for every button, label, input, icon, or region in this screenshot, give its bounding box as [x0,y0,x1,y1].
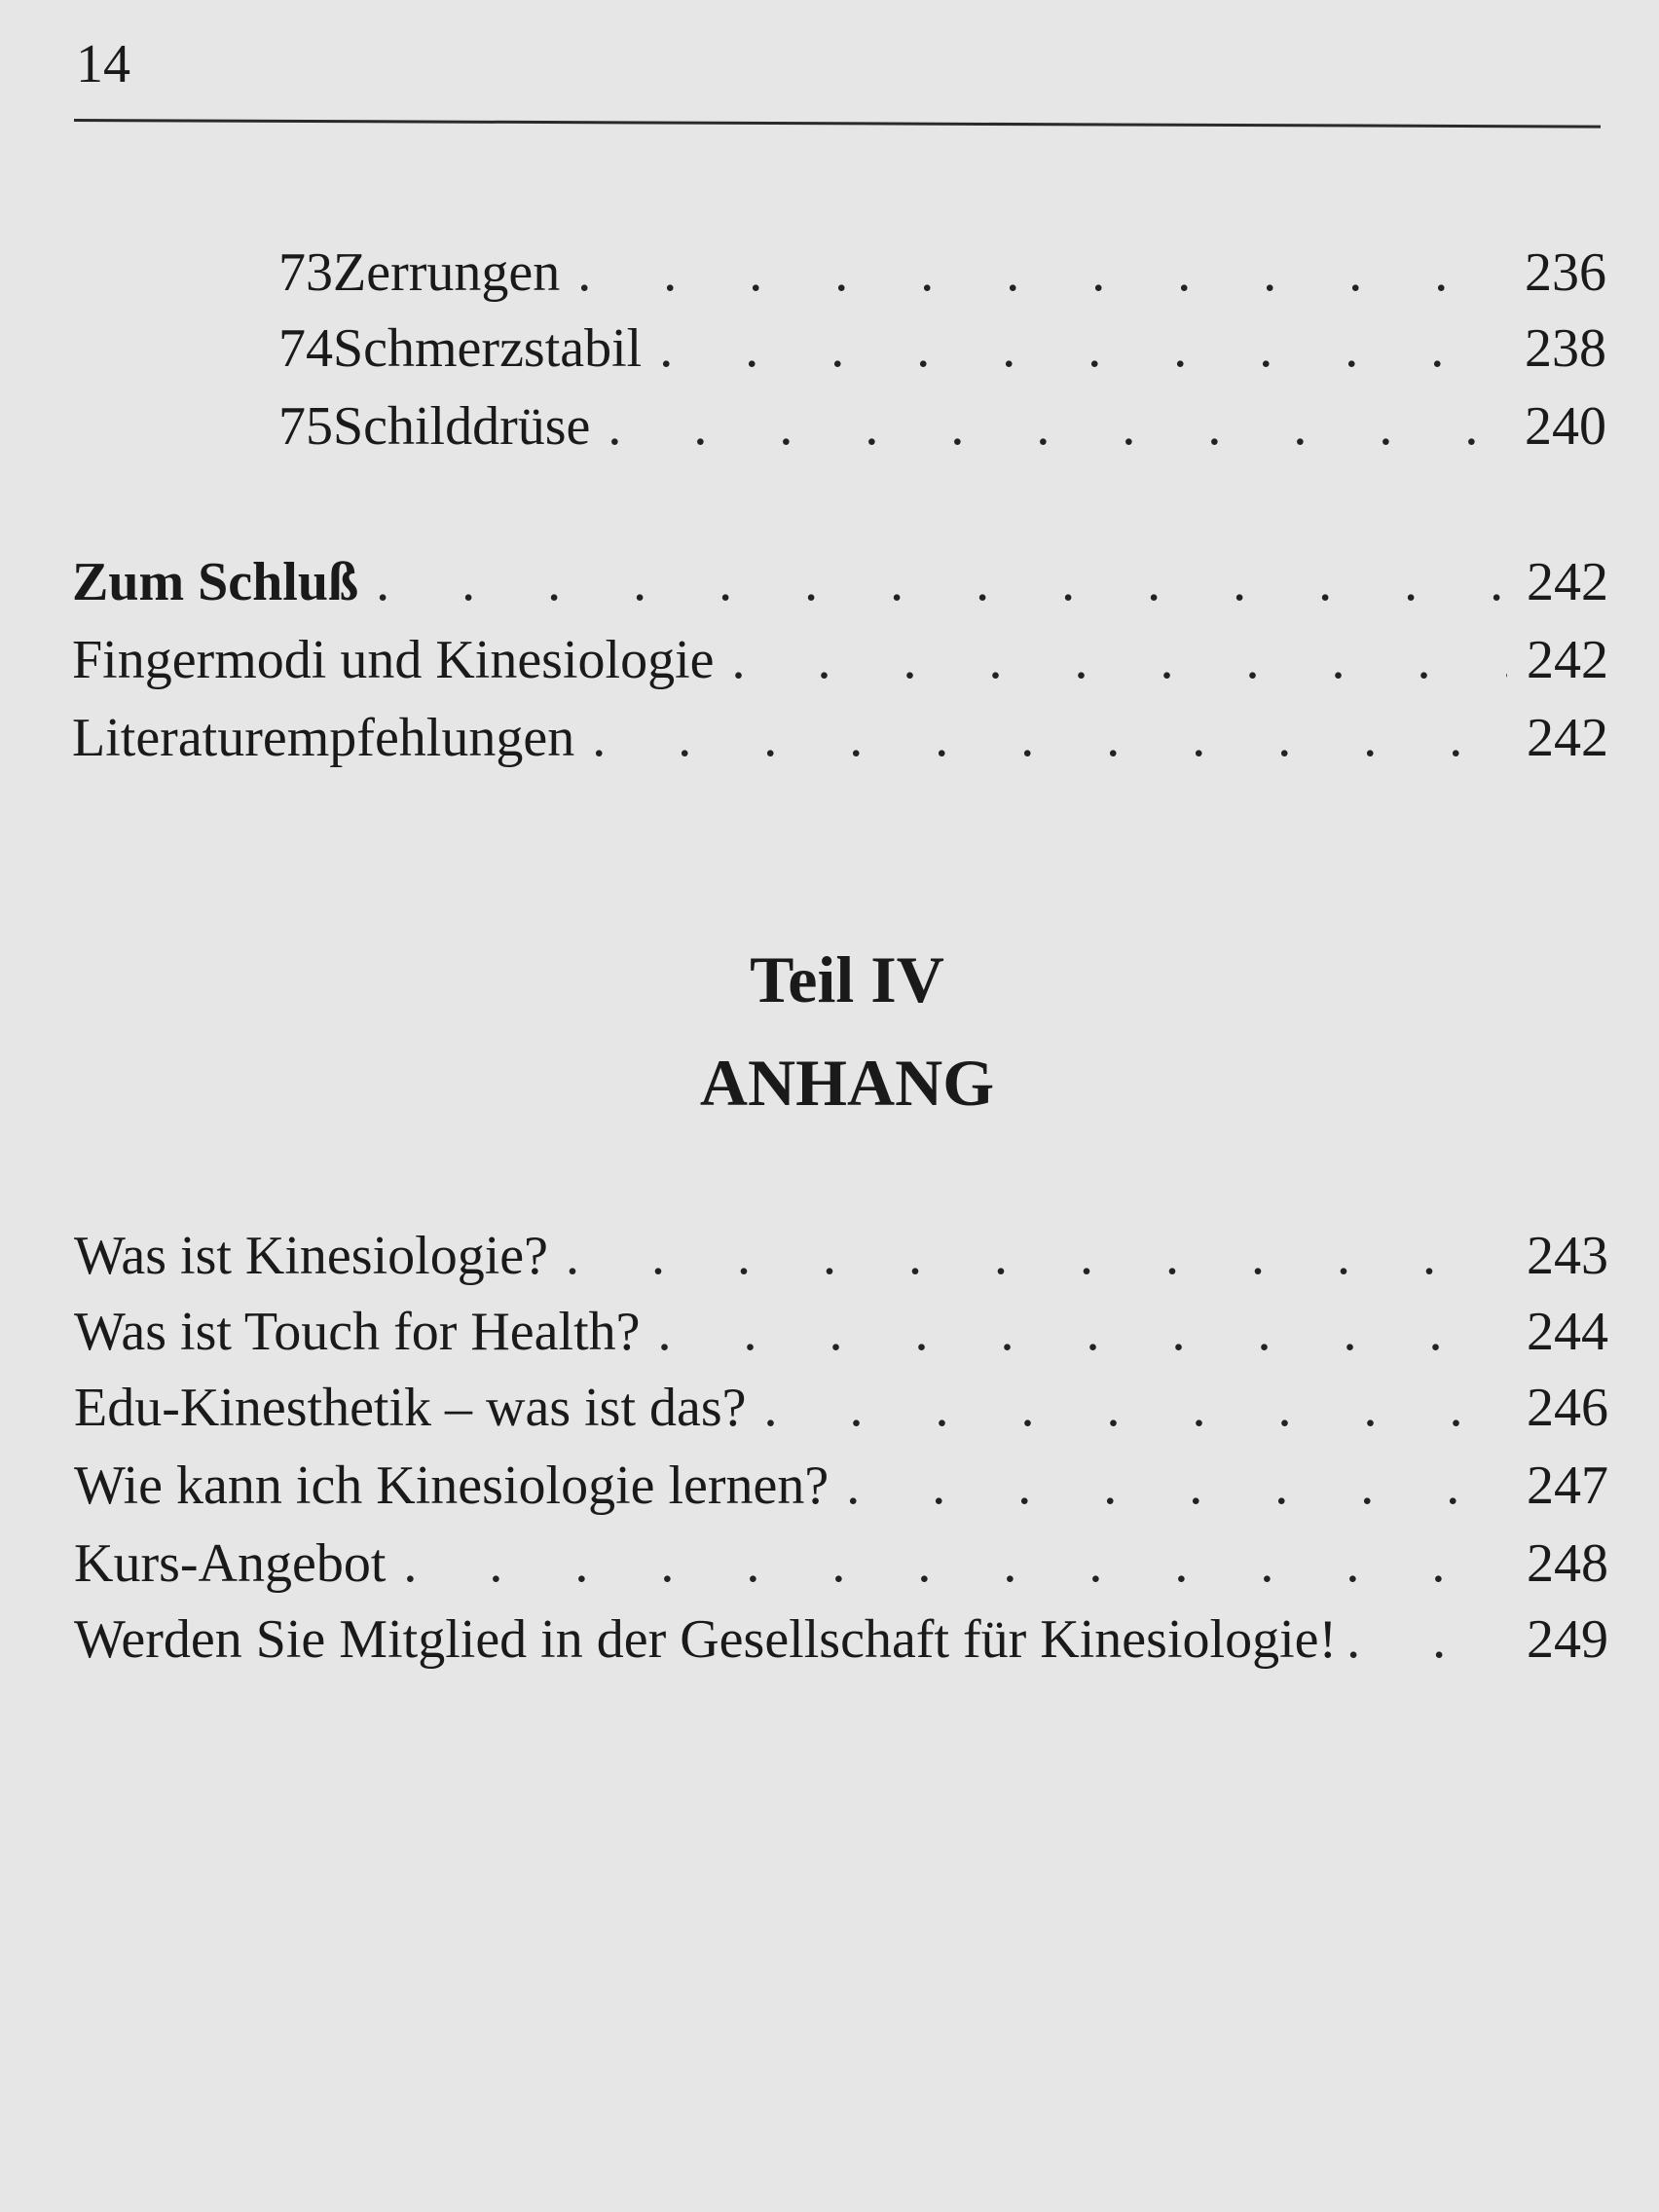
dot-leader [732,633,1507,687]
page-reference: 244 [1527,1302,1608,1362]
dot-leader [376,555,1507,609]
dot-leader [577,245,1505,300]
toc-entry-appendix-6[interactable] [74,1609,1608,1670]
toc-entry-75[interactable] [278,396,1606,457]
dot-leader [608,399,1505,454]
toc-entry-appendix-4[interactable] [74,1456,1608,1516]
page-reference: 238 [1525,318,1606,379]
page-reference: 240 [1525,396,1606,457]
toc-entry-appendix-1[interactable] [74,1226,1608,1286]
toc-entry-appendix-3[interactable] [74,1378,1608,1438]
dot-leader [764,1381,1507,1435]
section-title: Zum Schluß [72,552,359,612]
entry-title: Fingermodi und Kinesiologie [72,630,715,690]
entry-title: Was ist Touch for Health? [74,1302,641,1362]
chapter-number: 75 [278,396,333,457]
page-number: 14 [76,34,130,94]
chapter-title: Schilddrüse [333,396,591,457]
page-reference: 243 [1527,1226,1608,1286]
page-reference: 236 [1525,242,1606,303]
page-reference: 246 [1527,1378,1608,1438]
dot-leader [658,1305,1508,1359]
toc-entry-zum-schluss[interactable] [72,552,1608,612]
toc-entry-74[interactable] [278,318,1606,379]
page-reference: 248 [1527,1533,1608,1594]
toc-entry-73[interactable] [278,242,1606,303]
chapter-title: Zerrungen [333,242,561,303]
dot-leader [403,1536,1507,1591]
chapter-number: 73 [278,242,333,303]
part-title: ANHANG [699,1046,995,1120]
page-reference: 249 [1527,1609,1608,1670]
entry-title: Edu-Kinesthetik – was ist das? [74,1378,747,1438]
chapter-number: 74 [278,318,333,379]
toc-entry-literatur[interactable] [72,708,1608,768]
page-reference: 242 [1527,708,1608,768]
page-reference: 247 [1527,1456,1608,1516]
dot-leader [1346,1612,1511,1667]
part-label: Teil IV [750,942,944,1016]
chapter-title: Schmerzstabil [333,318,643,379]
entry-title: Was ist Kinesiologie? [74,1226,548,1286]
page-reference: 242 [1527,552,1608,612]
toc-entry-appendix-2[interactable] [74,1302,1608,1362]
dot-leader [846,1458,1507,1513]
entry-title: Wie kann ich Kinesiologie lernen? [74,1456,830,1516]
page-reference: 242 [1527,630,1608,690]
dot-leader [659,321,1505,376]
dot-leader [592,711,1507,765]
header-rule [74,119,1601,129]
entry-title: Kurs-Angebot [74,1533,387,1594]
toc-entry-appendix-5[interactable] [74,1533,1608,1594]
entry-title: Literaturempfehlungen [72,708,575,768]
toc-entry-fingermodi[interactable] [72,630,1608,690]
entry-title: Werden Sie Mitglied in der Gesellschaft für Kinesiologie! [74,1609,1338,1670]
dot-leader [566,1229,1507,1283]
